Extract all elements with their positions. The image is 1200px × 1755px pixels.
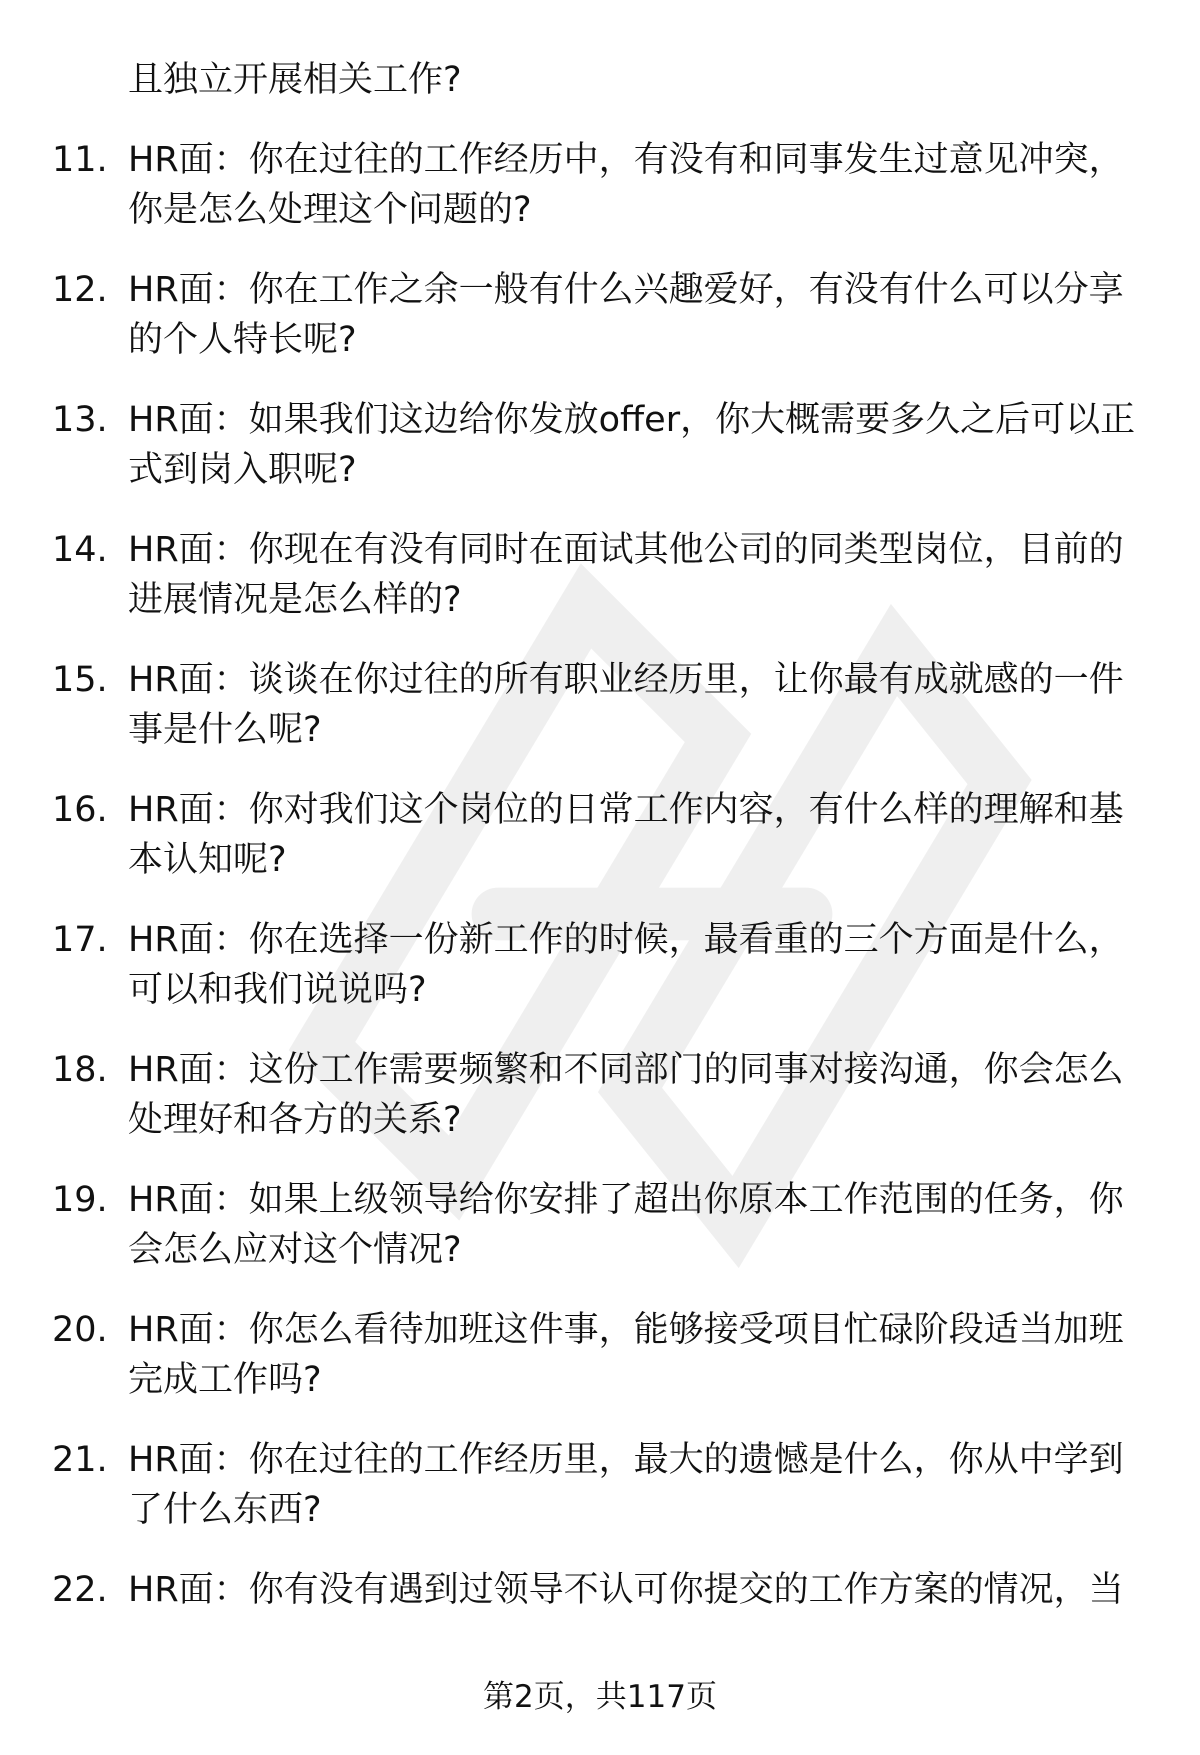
question-item xyxy=(0,525,1200,625)
question-number: 12. xyxy=(52,270,108,310)
question-text: HR面：你在过往的工作经历中，有没有和同事发生过意见冲突，你是怎么处理这个问题的? xyxy=(128,140,1124,230)
question-list xyxy=(0,135,1200,1665)
question-number: 21. xyxy=(52,1440,108,1480)
question-item xyxy=(0,395,1200,495)
question-item xyxy=(0,1045,1200,1145)
question-number: 20. xyxy=(52,1310,108,1350)
question-text: HR面：你在工作之余一般有什么兴趣爱好，有没有什么可以分享的个人特长呢? xyxy=(128,270,1124,360)
question-text: HR面：谈谈在你过往的所有职业经历里，让你最有成就感的一件事是什么呢? xyxy=(128,660,1124,750)
question-item xyxy=(0,1435,1200,1535)
question-item xyxy=(0,915,1200,1015)
question-number: 16. xyxy=(52,790,108,830)
continuation-text: 且独立开展相关工作? xyxy=(128,60,462,100)
question-item xyxy=(0,785,1200,885)
question-item xyxy=(0,655,1200,755)
question-item xyxy=(0,135,1200,235)
question-number: 13. xyxy=(52,400,108,440)
question-text: HR面：如果我们这边给你发放offer，你大概需要多久之后可以正式到岗入职呢? xyxy=(128,400,1136,490)
question-item xyxy=(0,265,1200,365)
question-text: HR面：你在选择一份新工作的时候，最看重的三个方面是什么，可以和我们说说吗? xyxy=(128,920,1124,1010)
question-text: HR面：如果上级领导给你安排了超出你原本工作范围的任务，你会怎么应对这个情况? xyxy=(128,1180,1124,1270)
page-footer: 第2页，共117页 xyxy=(483,1679,717,1715)
question-number: 22. xyxy=(52,1570,108,1610)
question-text: HR面：你有没有遇到过领导不认可你提交的工作方案的情况，当 xyxy=(128,1570,1124,1610)
question-text: HR面：这份工作需要频繁和不同部门的同事对接沟通，你会怎么处理好和各方的关系? xyxy=(128,1050,1124,1140)
question-number: 17. xyxy=(52,920,108,960)
question-item xyxy=(0,1565,1200,1665)
question-number: 14. xyxy=(52,530,108,570)
question-text: HR面：你现在有没有同时在面试其他公司的同类型岗位，目前的进展情况是怎么样的? xyxy=(128,530,1124,620)
question-item xyxy=(0,1305,1200,1405)
page-content xyxy=(0,55,1200,1695)
question-number: 11. xyxy=(52,140,108,180)
question-number: 15. xyxy=(52,660,108,700)
question-number: 19. xyxy=(52,1180,108,1220)
question-item xyxy=(0,1175,1200,1275)
question-text: HR面：你怎么看待加班这件事，能够接受项目忙碌阶段适当加班完成工作吗? xyxy=(128,1310,1124,1400)
question-text: HR面：你对我们这个岗位的日常工作内容，有什么样的理解和基本认知呢? xyxy=(128,790,1124,880)
question-text: HR面：你在过往的工作经历里，最大的遗憾是什么，你从中学到了什么东西? xyxy=(128,1440,1124,1530)
question-number: 18. xyxy=(52,1050,108,1090)
